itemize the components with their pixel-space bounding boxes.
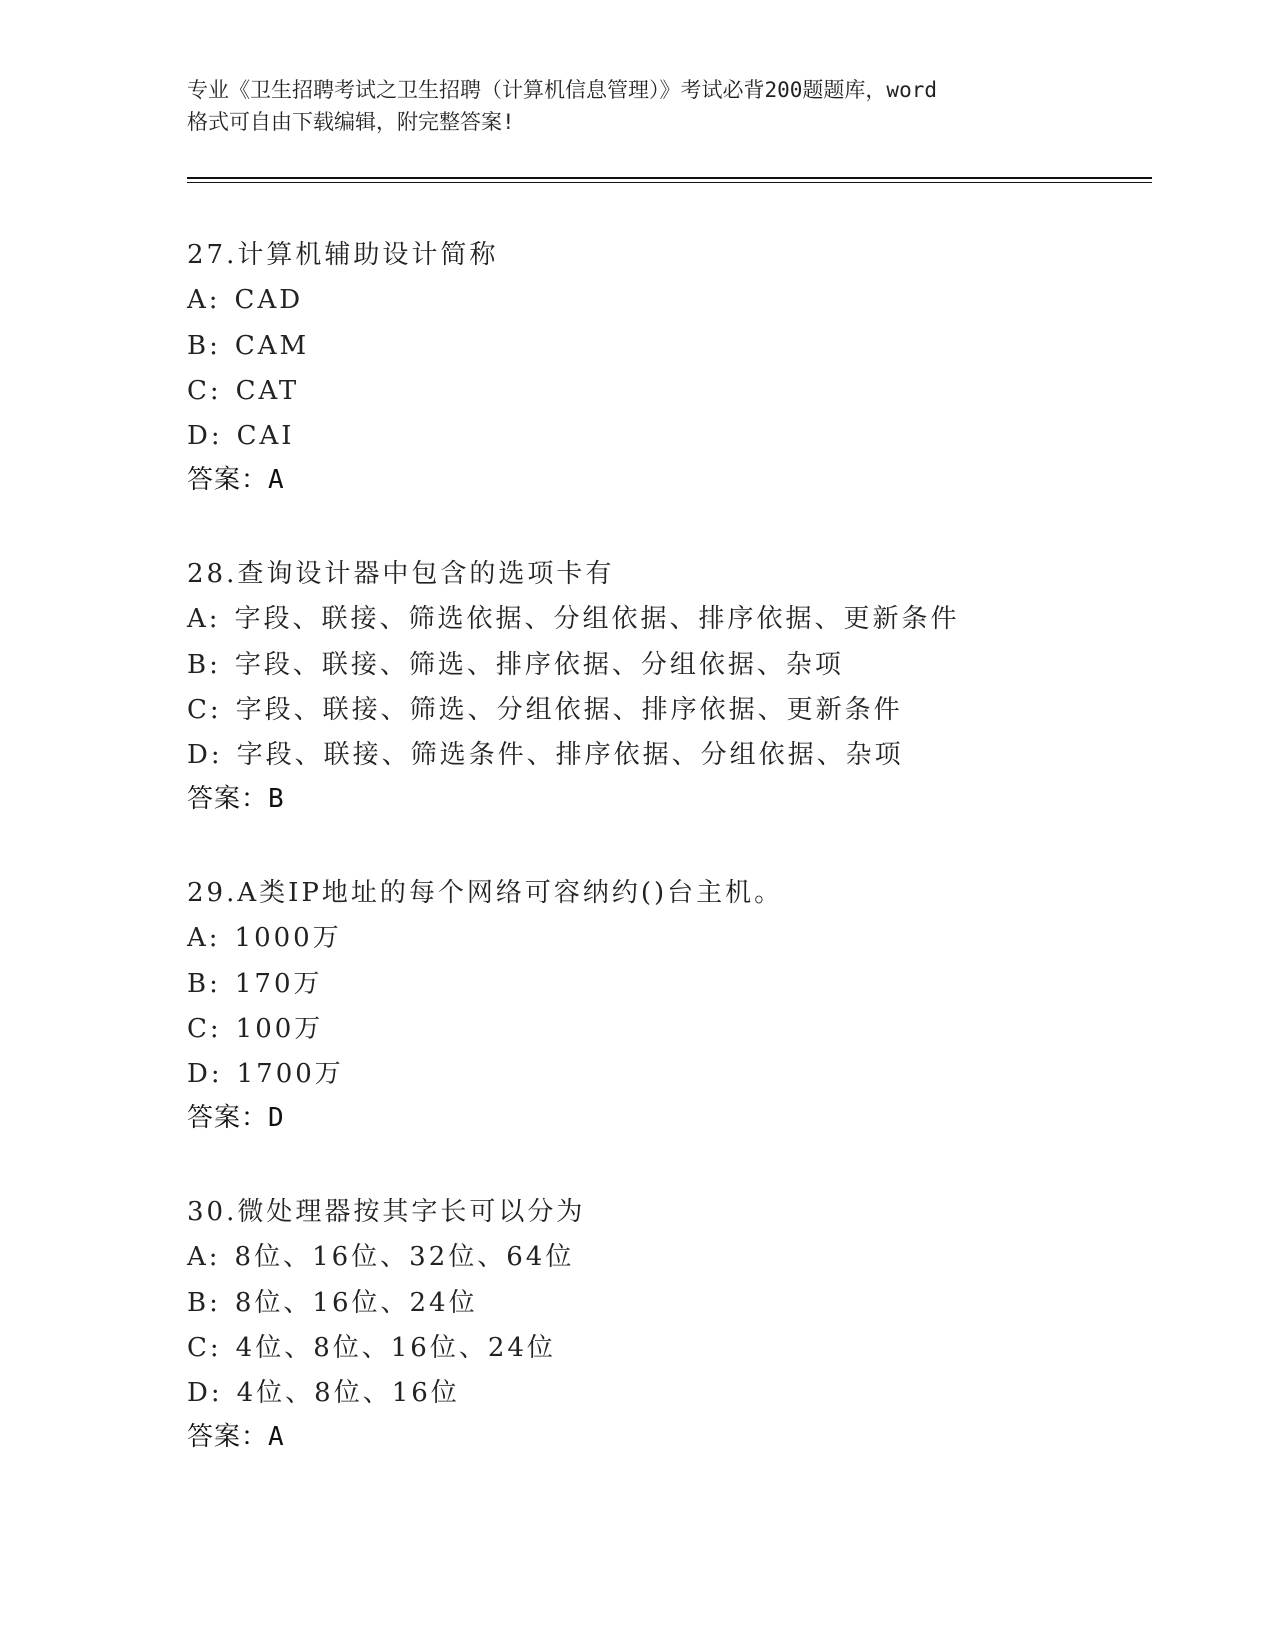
option-b [187,1286,478,1320]
option-key: A: [187,604,221,634]
option-text: CAI [236,421,295,451]
option-a [187,602,960,636]
option-c [187,693,903,727]
header-title-line-1: 专业《卫生招聘考试之卫生招聘（计算机信息管理）》考试必背200题题库，word [187,78,937,102]
option-key: A: [187,923,221,953]
option-c [187,1331,556,1365]
header-divider-thin [187,182,1152,183]
option-key: B: [187,969,221,999]
option-text: 字段、联接、筛选条件、排序依据、分组依据、杂项 [236,740,904,770]
option-c [187,374,299,408]
option-key: B: [187,1288,221,1318]
option-text: 100万 [235,1014,324,1044]
option-key: A: [187,285,221,315]
option-text: 8位、16位、32位、64位 [234,1242,575,1272]
option-text: 4位、8位、16位 [236,1378,460,1408]
answer-line: 答案：A [187,465,285,495]
option-c [187,1012,323,1046]
option-text: CAT [235,376,300,406]
option-d [187,419,295,453]
option-text: 字段、联接、筛选、排序依据、分组依据、杂项 [234,650,844,680]
option-key: D: [187,1059,223,1089]
option-a [187,921,342,955]
option-key: B: [187,331,221,361]
option-a [187,1240,574,1274]
option-d [187,1057,344,1091]
option-key: D: [187,740,223,770]
option-b [187,329,309,363]
question-stem: 30.微处理器按其字长可以分为 [187,1197,586,1227]
question-stem: 28.查询设计器中包含的选项卡有 [187,559,615,589]
option-key: C: [187,376,222,406]
header-divider-thick [187,177,1152,179]
answer-line: 答案：B [187,784,285,814]
option-key: C: [187,1333,222,1363]
option-key: C: [187,695,222,725]
answer-line: 答案：D [187,1103,285,1133]
option-key: D: [187,421,223,451]
header-title-line-2: 格式可自由下载编辑，附完整答案! [187,110,515,134]
option-key: A: [187,1242,221,1272]
answer-line: 答案：A [187,1422,285,1452]
option-text: 8位、16位、24位 [234,1288,478,1318]
option-text: CAD [234,285,304,315]
option-d [187,738,904,772]
option-text: 字段、联接、筛选、分组依据、排序依据、更新条件 [235,695,903,725]
option-key: D: [187,1378,223,1408]
question-stem: 27.计算机辅助设计简称 [187,240,499,270]
option-b [187,967,323,1001]
option-key: C: [187,1014,222,1044]
document-header [187,74,1087,138]
option-text: 1000万 [234,923,342,953]
option-b [187,648,844,682]
option-a [187,283,303,317]
option-text: 170万 [234,969,323,999]
question-stem: 29.A类IP地址的每个网络可容纳约()台主机。 [187,878,784,908]
option-key: B: [187,650,221,680]
option-text: 4位、8位、16位、24位 [235,1333,556,1363]
option-text: 1700万 [236,1059,344,1089]
option-d [187,1376,460,1410]
option-text: CAM [234,331,310,361]
option-text: 字段、联接、筛选依据、分组依据、排序依据、更新条件 [234,604,960,634]
